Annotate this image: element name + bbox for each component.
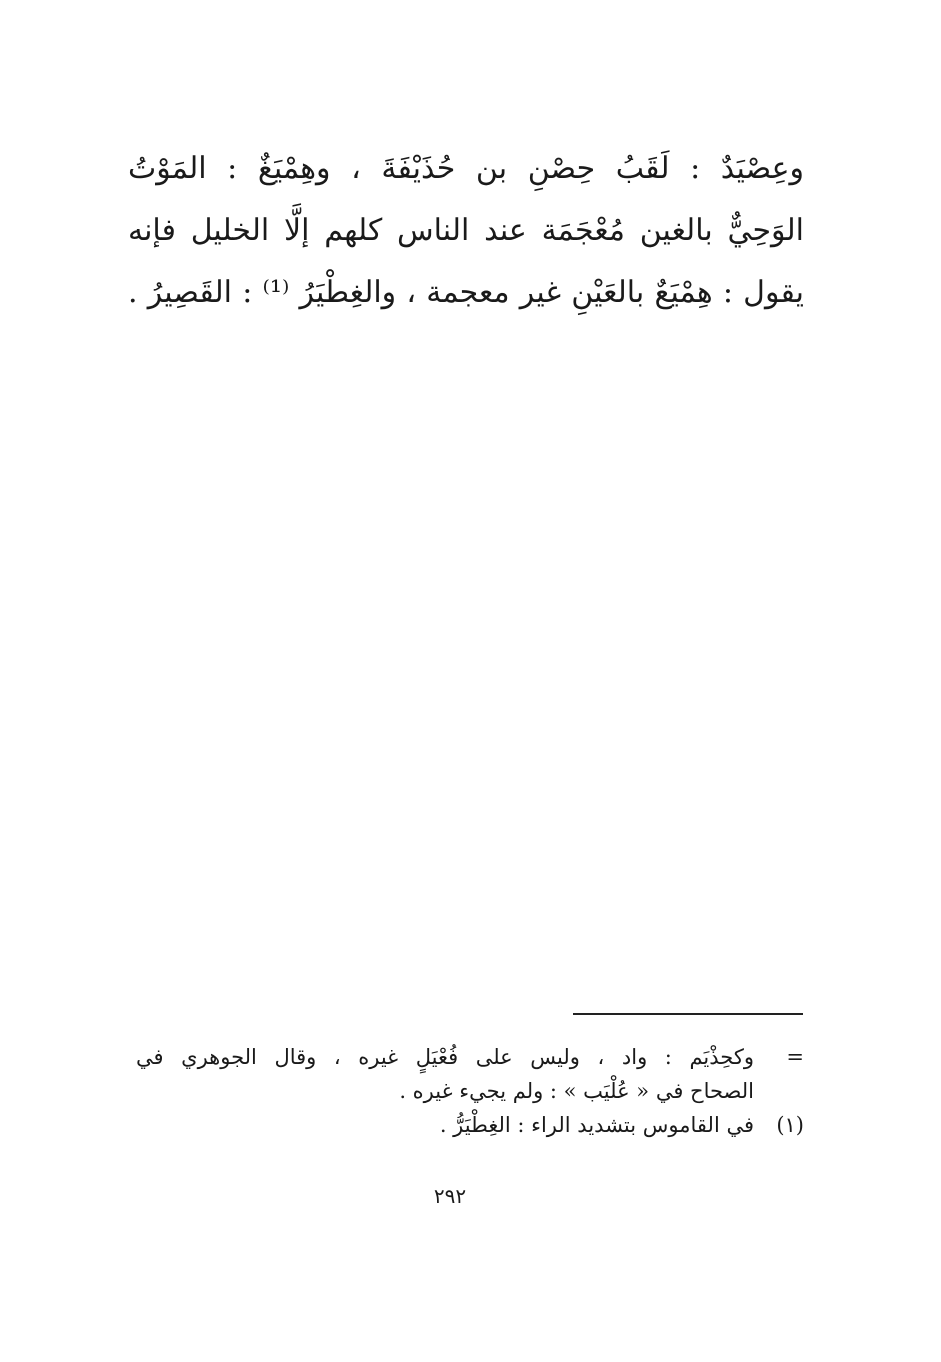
- footnote-separator: [573, 1013, 803, 1015]
- footnote-line: في القاموس بتشديد الراء : الغِطْيَرُّ .: [439, 1113, 754, 1137]
- footnote-marker: =: [786, 1045, 804, 1069]
- footnote-marker: (١): [776, 1113, 804, 1137]
- footnote-body: [136, 1108, 754, 1142]
- main-text-line-1: وعِصْيَدٌ : لَقَبُ حِصْنِ بن حُذَيْفَةَ ، وهِمْيَغٌ : المَوْتُ: [128, 151, 804, 186]
- footnotes: [136, 1040, 804, 1142]
- footnote-line: الصحاح في « عُلْيَب » : ولم يجيء غيره .: [399, 1079, 754, 1103]
- main-text: [128, 138, 804, 324]
- footnote-continued: [136, 1040, 804, 1108]
- main-text-line-3: يقول : هِمْيَعٌ بالعَيْنِ غير معجمة ، والغِطْيَرُ ⁽¹⁾ : القَصِيرُ .: [128, 275, 804, 310]
- page-number: ٢٩٢: [433, 1184, 467, 1208]
- footnote-line: وكحِذْيَم : واد ، وليس على فُعْيَلٍ غيره ، وقال الجوهري في: [136, 1045, 754, 1069]
- main-text-line-2: الوَحِيٌّ بالغين مُعْجَمَة عند الناس كلهم إلَّا الخليل فإنه: [128, 213, 804, 248]
- footnote-body: [136, 1040, 754, 1108]
- footnote-1: [136, 1108, 804, 1142]
